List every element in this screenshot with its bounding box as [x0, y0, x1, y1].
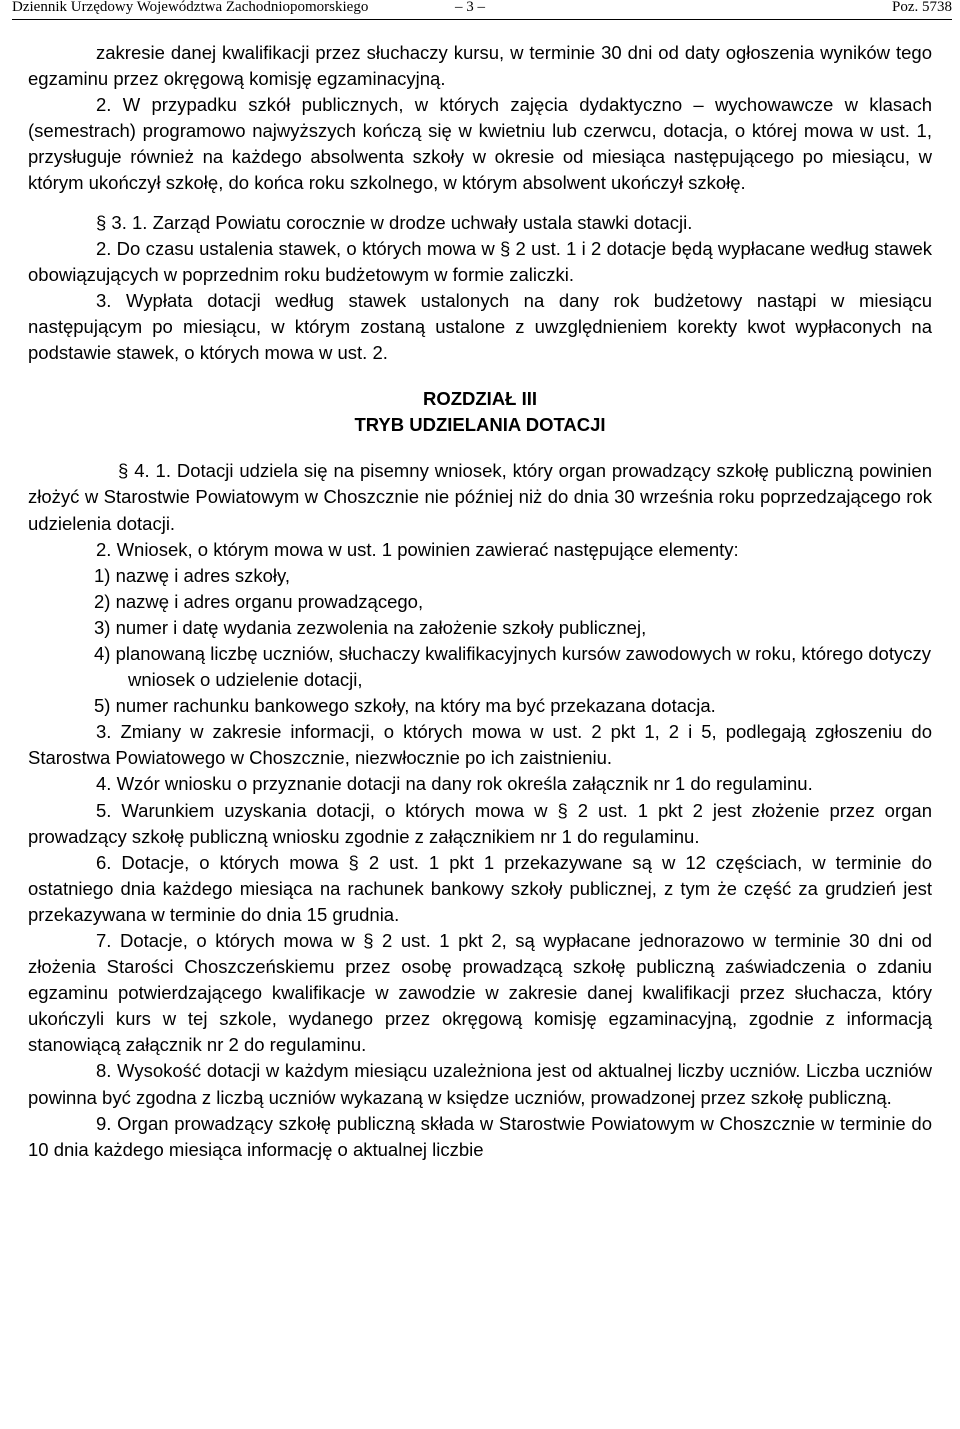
- paragraph-continuation: zakresie danej kwalifikacji przez słuchaczy kursu, w terminie 30 dni od daty ogłoszenia wyników tego egzaminu przez okręgową komisję egzaminacyjną.: [28, 42, 932, 90]
- paragraph-s3-1: § 3. 1. Zarząd Powiatu corocznie w drodze uchwały ustala stawki dotacji.: [96, 211, 693, 233]
- list-item: 1) nazwę i adres szkoły,: [94, 564, 291, 586]
- paragraph-s4-8: 8. Wysokość dotacji w każdym miesiącu uzależniona jest od aktualnej liczby uczniów. Liczba uczniów powinna być zgodna z liczbą uczniów wykazaną w księdze uczniów, prowadzonej przez szkołę publiczną.: [28, 1060, 932, 1108]
- list-item: 5) numer rachunku bankowego szkoły, na który ma być przekazana dotacja.: [94, 695, 716, 717]
- chapter-title: ROZDZIAŁ III: [422, 388, 538, 410]
- paragraph-s4-3: 3. Zmiany w zakresie informacji, o których mowa w ust. 2 pkt 1, 2 i 5, podlegają zgłoszeniu do Starostwa Powiatowego w Choszcznie, niezwłocznie po ich zaistnieniu.: [28, 721, 932, 769]
- paragraph-s4-5: 5. Warunkiem uzyskania dotacji, o których mowa w § 2 ust. 1 pkt 2 jest złożenie przez organ prowadzący szkołę publiczną wniosku zgodnie z załącznikiem nr 1 do regulaminu.: [28, 799, 932, 847]
- position-number: Poz. 5738: [892, 0, 952, 15]
- header-rule: [12, 19, 952, 20]
- paragraph-s4-4: 4. Wzór wniosku o przyznanie dotacji na dany rok określa załącznik nr 1 do regulaminu.: [96, 773, 813, 795]
- paragraph-s4-1: § 4. 1. Dotacji udziela się na pisemny wniosek, który organ prowadzący szkołę publiczną powinien złożyć w Starostwie Powiatowym w Choszcznie nie później niż do dnia 30 września roku poprzedzającego rok udzielenia dotacji.: [28, 460, 932, 534]
- paragraph-s3-2: 2. Do czasu ustalenia stawek, o których mowa w § 2 ust. 1 i 2 dotacje będą wypłacane według stawek obowiązujących w poprzednim roku budżetowym w formie zaliczki.: [28, 237, 932, 285]
- list-item: 4) planowaną liczbę uczniów, słuchaczy kwalifikacyjnych kursów zawodowych w roku, którego dotyczy wniosek o udzielenie dotacji,: [94, 642, 931, 691]
- journal-title: Dziennik Urzędowy Województwa Zachodniopomorskiego: [12, 0, 369, 15]
- document-body: [28, 40, 932, 1163]
- page-number: – 3 –: [455, 0, 485, 15]
- chapter-subtitle: TRYB UDZIELANIA DOTACJI: [354, 414, 606, 436]
- page-header: [12, 0, 952, 18]
- list-item: 2) nazwę i adres organu prowadzącego,: [94, 590, 424, 612]
- paragraph-s4-2: 2. Wniosek, o którym mowa w ust. 1 powinien zawierać następujące elementy:: [96, 538, 739, 560]
- paragraph-s4-7: 7. Dotacje, o których mowa w § 2 ust. 1 pkt 2, są wypłacane jednorazowo w terminie 30 dni od złożenia Starości Choszczeńskiemu przez osobę prowadzącą szkołę publiczną zaświadczenia o zdaniu egzaminu potwierdzającego kwalifikacje w zawodzie w zakresie danej kwalifikacji przez słuchacza, który ukończyli kurs w tej szkole, wydanego przez okręgową komisję egzaminacyjną, zgodnie z informacją stanowiącą załącznik nr 2 do regulaminu.: [28, 930, 932, 1056]
- paragraph-s2-2: 2. W przypadku szkół publicznych, w których zajęcia dydaktyczno – wychowawcze w klasach (semestrach) programowo najwyższych kończą się w kwietniu lub czerwcu, dotacja, o której mowa w ust. 1, przysługuje również na każdego absolwenta szkoły w okresie od miesiąca następującego po miesiącu, w którym ukończył szkołę, do końca roku szkolnego, w którym absolwent ukończył szkołę.: [28, 94, 932, 194]
- list-item: 3) numer i datę wydania zezwolenia na założenie szkoły publicznej,: [94, 616, 647, 638]
- paragraph-s3-3: 3. Wypłata dotacji według stawek ustalonych na dany rok budżetowy nastąpi w miesiącu następującym po miesiącu, w którym zostaną ustalone z uwzględnieniem korekty kwot wypłaconych na podstawie stawek, o których mowa w ust. 2.: [28, 289, 932, 364]
- paragraph-s4-6: 6. Dotacje, o których mowa § 2 ust. 1 pkt 1 przekazywane są w 12 częściach, w terminie do ostatniego dnia każdego miesiąca na rachunek bankowy szkoły publicznej, z tym że część za grudzień jest przekazywana w terminie do dnia 15 grudnia.: [28, 851, 932, 925]
- paragraph-s4-9: 9. Organ prowadzący szkołę publiczną składa w Starostwie Powiatowym w Choszcznie w terminie do 10 dnia każdego miesiąca informację o aktualnej liczbie: [28, 1112, 932, 1160]
